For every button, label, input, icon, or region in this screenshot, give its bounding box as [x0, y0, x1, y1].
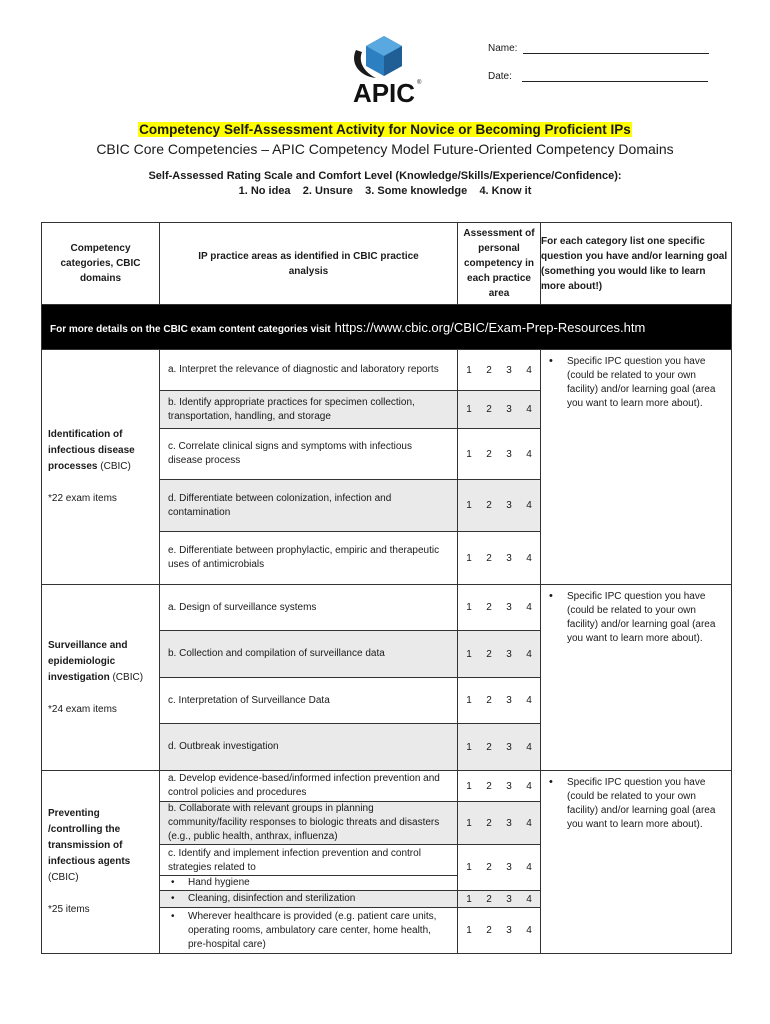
- category-cell: Preventing /controlling the transmission of infectious agents (CBIC) *25 items: [42, 771, 160, 954]
- category-cell: Surveillance and epidemiologic investigation (CBIC) *24 exam items: [42, 585, 160, 771]
- table-row: [42, 350, 732, 391]
- practice-area: • Cleaning, disinfection and sterilization: [160, 891, 458, 908]
- rating-scale[interactable]: 1 2 3 4: [458, 350, 541, 391]
- rating-scale-values: 1. No idea 2. Unsure 3. Some knowledge 4. Know it: [238, 185, 532, 197]
- practice-area: d. Outbreak investigation: [160, 724, 458, 771]
- practice-area: c. Interpretation of Surveillance Data: [160, 678, 458, 724]
- rating-scale[interactable]: 1 2 3 4: [458, 391, 541, 429]
- practice-area: • Wherever healthcare is provided (e.g. patient care units, operating rooms, ambulatory care center, home health, pre-hospital care): [160, 908, 458, 954]
- practice-area: c. Correlate clinical signs and symptoms with infectious disease process: [160, 429, 458, 480]
- exam-items-count: *24 exam items: [48, 703, 117, 715]
- rating-scale[interactable]: 1 2 3 4: [458, 631, 541, 678]
- name-field[interactable]: [488, 43, 709, 54]
- exam-items-count: *25 items: [48, 904, 90, 915]
- practice-area: a. Design of surveillance systems: [160, 585, 458, 631]
- apic-shield-icon: [354, 36, 402, 78]
- header-practice-areas: IP practice areas as identified in CBIC practice analysis: [160, 223, 458, 305]
- rating-scale[interactable]: 1 2 3 4: [458, 771, 541, 802]
- table-header-row: [42, 223, 732, 305]
- name-line[interactable]: [523, 43, 709, 54]
- practice-area: a. Develop evidence-based/informed infection prevention and control policies and procedures: [160, 771, 458, 802]
- rating-scale[interactable]: 1 2 3 4: [458, 891, 541, 908]
- banner-text: For more details on the CBIC exam content categories visit: [50, 323, 331, 335]
- rating-scale[interactable]: 1 2 3 4: [458, 845, 541, 891]
- name-label: Name:: [488, 43, 518, 54]
- practice-area: e. Differentiate between prophylactic, empiric and therapeutic uses of antimicrobials: [160, 532, 458, 585]
- rating-scale[interactable]: 1 2 3 4: [458, 678, 541, 724]
- table-row: [42, 771, 732, 802]
- cbic-resources-link[interactable]: https://www.cbic.org/CBIC/Exam-Prep-Resources.htm: [334, 319, 646, 335]
- date-field[interactable]: [488, 71, 708, 82]
- page-subtitle: CBIC Core Competencies – APIC Competency Model Future-Oriented Competency Domains: [96, 141, 674, 157]
- date-line[interactable]: [522, 71, 708, 82]
- header-assessment: Assessment of personal competency in each practice area: [458, 223, 541, 305]
- practice-area: d. Differentiate between colonization, infection and contamination: [160, 480, 458, 532]
- practice-area: • Hand hygiene: [160, 876, 458, 891]
- rating-scale[interactable]: 1 2 3 4: [458, 724, 541, 771]
- practice-area: c. Identify and implement infection prevention and control strategies related to: [160, 845, 458, 876]
- page-title: Competency Self-Assessment Activity for Novice or Becoming Proficient IPs: [139, 122, 631, 137]
- rating-scale[interactable]: 1 2 3 4: [458, 532, 541, 585]
- question-cell[interactable]: • Specific IPC question you have (could be related to your own facility) and/or learning goal (area you want to learn more about).: [541, 585, 732, 771]
- practice-area: a. Interpret the relevance of diagnostic and laboratory reports: [160, 350, 458, 391]
- logo-text: APIC: [352, 78, 416, 106]
- rating-scale[interactable]: 1 2 3 4: [458, 908, 541, 954]
- practice-area: b. Identify appropriate practices for specimen collection, transportation, handling, and storage: [160, 391, 458, 429]
- header-question: For each category list one specific question you have and/or learning goal (something you would like to learn more about!): [541, 223, 732, 305]
- rating-scale[interactable]: 1 2 3 4: [458, 429, 541, 480]
- date-label: Date:: [488, 71, 512, 82]
- rating-scale[interactable]: 1 2 3 4: [458, 585, 541, 631]
- competency-table: [41, 222, 732, 954]
- practice-area: b. Collaborate with relevant groups in planning community/facility responses to biologic threats and disasters (e.g., public health, anthrax, influenza): [160, 802, 458, 845]
- exam-items-count: *22 exam items: [48, 493, 117, 504]
- apic-logo: [346, 34, 422, 106]
- header-competency: Competency categories, CBIC domains: [42, 223, 160, 305]
- rating-scale[interactable]: 1 2 3 4: [458, 802, 541, 845]
- resources-banner: [42, 305, 732, 350]
- question-cell[interactable]: • Specific IPC question you have (could be related to your own facility) and/or learning goal (area you want to learn more about).: [541, 350, 732, 585]
- question-cell[interactable]: • Specific IPC question you have (could be related to your own facility) and/or learning goal (area you want to learn more about).: [541, 771, 732, 954]
- svg-text:®: ®: [417, 80, 422, 86]
- category-cell: Identification of infectious disease processes (CBIC) *22 exam items: [42, 350, 160, 585]
- rating-scale-heading: Self-Assessed Rating Scale and Comfort Level (Knowledge/Skills/Experience/Confidence):: [148, 170, 622, 182]
- rating-scale[interactable]: 1 2 3 4: [458, 480, 541, 532]
- table-row: [42, 585, 732, 631]
- practice-area: b. Collection and compilation of surveillance data: [160, 631, 458, 678]
